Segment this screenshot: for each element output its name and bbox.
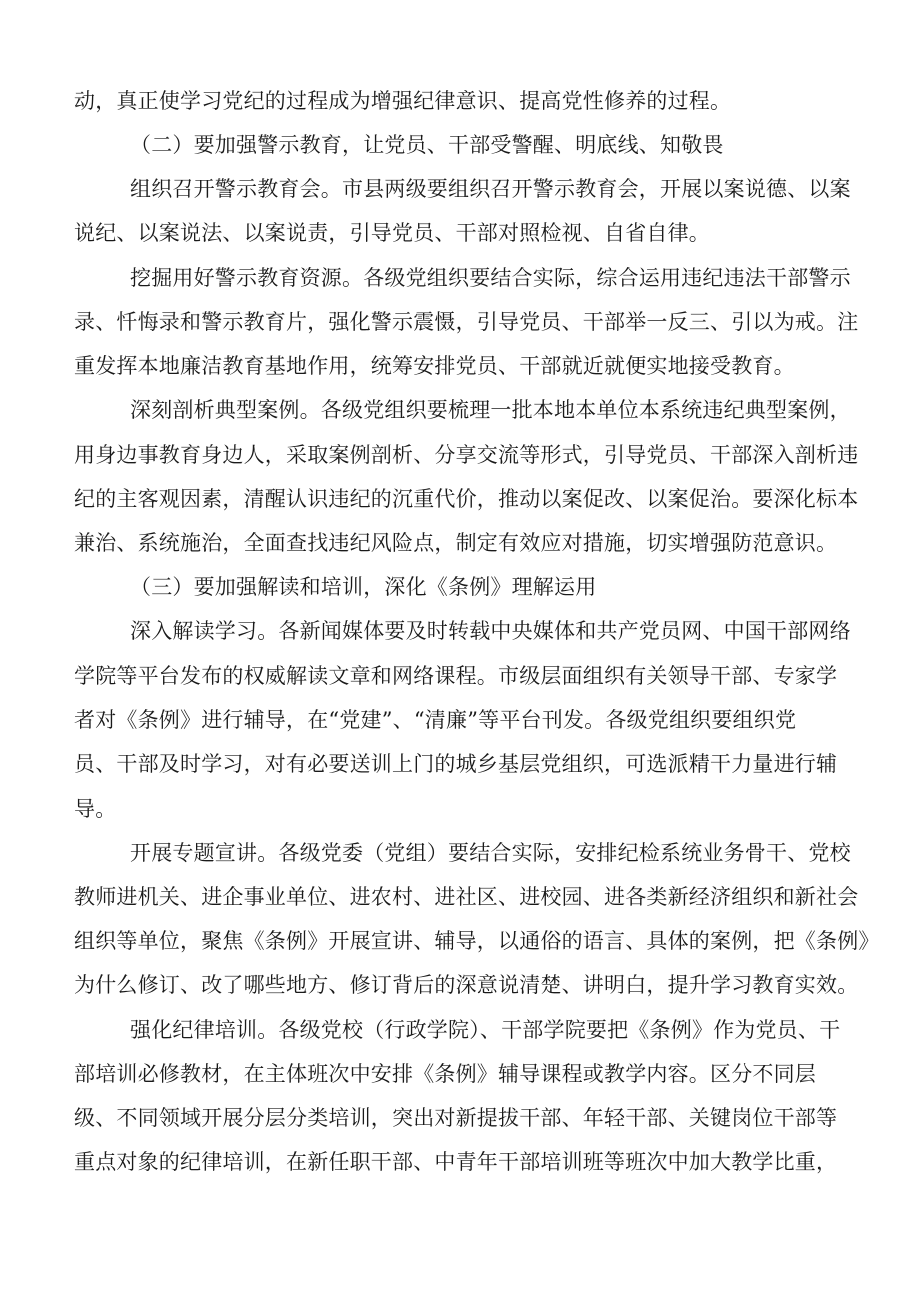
paragraph-line: 重点对象的纪律培训，在新任职干部、中青年干部培训班等班次中加大教学比重， — [74, 1150, 838, 1174]
paragraph-line: 员、干部及时学习，对有必要送训上门的城乡基层党组织，可选派精干力量进行辅 — [74, 752, 838, 776]
paragraph-line: 纪的主客观因素，清醒认识违纪的沉重代价，推动以案促改、以案促治。要深化标本 — [74, 487, 859, 511]
paragraph-line: 深刻剖析典型案例。各级党组织要梳理一批本地本单位本系统违纪典型案例， — [130, 398, 851, 422]
paragraph-line: 动，真正使学习党纪的过程成为增强纪律意识、提高党性修养的过程。 — [74, 89, 732, 113]
paragraph-line: 组织等单位，聚焦《条例》开展宣讲、辅导，以通俗的语言、具体的案例，把《条例》 — [74, 929, 880, 953]
paragraph-line: 学院等平台发布的权威解读文章和网络课程。市级层面组织有关领导干部、专家学 — [74, 664, 838, 688]
paragraph-line: 开展专题宣讲。各级党委（党组）要结合实际，安排纪检系统业务骨干、党校 — [130, 841, 851, 865]
section-heading-three: （三）要加强解读和培训，深化《条例》理解运用 — [130, 575, 597, 599]
paragraph-line: 为什么修订、改了哪些地方、修订背后的深意说清楚、讲明白，提升学习教育实效。 — [74, 973, 859, 997]
paragraph-line: 者对《条例》进行辅导，在“党建”、“清廉”等平台刊发。各级党组织要组织党 — [74, 708, 797, 732]
paragraph-line: 部培训必修教材，在主体班次中安排《条例》辅导课程或教学内容。区分不同层 — [74, 1062, 816, 1086]
paragraph-line: 组织召开警示教育会。市县两级要组织召开警示教育会，开展以案说德、以案 — [130, 177, 851, 201]
paragraph-line: 教师进机关、进企事业单位、进农村、进社区、进校园、进各类新经济组织和新社会 — [74, 885, 859, 909]
paragraph-line: 级、不同领域开展分层分类培训，突出对新提拔干部、年轻干部、关键岗位干部等 — [74, 1106, 838, 1130]
section-heading-two: （二）要加强警示教育，让党员、干部受警醒、明底线、知敬畏 — [130, 133, 724, 157]
paragraph-line: 兼治、系统施治，全面查找违纪风险点，制定有效应对措施，切实增强防范意识。 — [74, 531, 838, 555]
paragraph-line: 用身边事教育身边人，采取案例剖析、分享交流等形式，引导党员、干部深入剖析违 — [74, 443, 859, 467]
paragraph-line: 深入解读学习。各新闻媒体要及时转载中央媒体和共产党员网、中国干部网络 — [130, 619, 851, 643]
paragraph-line: 录、忏悔录和警示教育片，强化警示震慑，引导党员、干部举一反三、引以为戒。注 — [74, 310, 859, 334]
paragraph-line: 强化纪律培训。各级党校（行政学院）、干部学院要把《条例》作为党员、干 — [130, 1018, 841, 1042]
paragraph-line: 挖掘用好警示教育资源。各级党组织要结合实际，综合运用违纪违法干部警示 — [130, 266, 851, 290]
paragraph-line: 导。 — [74, 797, 117, 821]
paragraph-line: 说纪、以案说法、以案说责，引导党员、干部对照检视、自省自律。 — [74, 221, 710, 245]
paragraph-line: 重发挥本地廉洁教育基地作用，统筹安排党员、干部就近就便实地接受教育。 — [74, 354, 795, 378]
